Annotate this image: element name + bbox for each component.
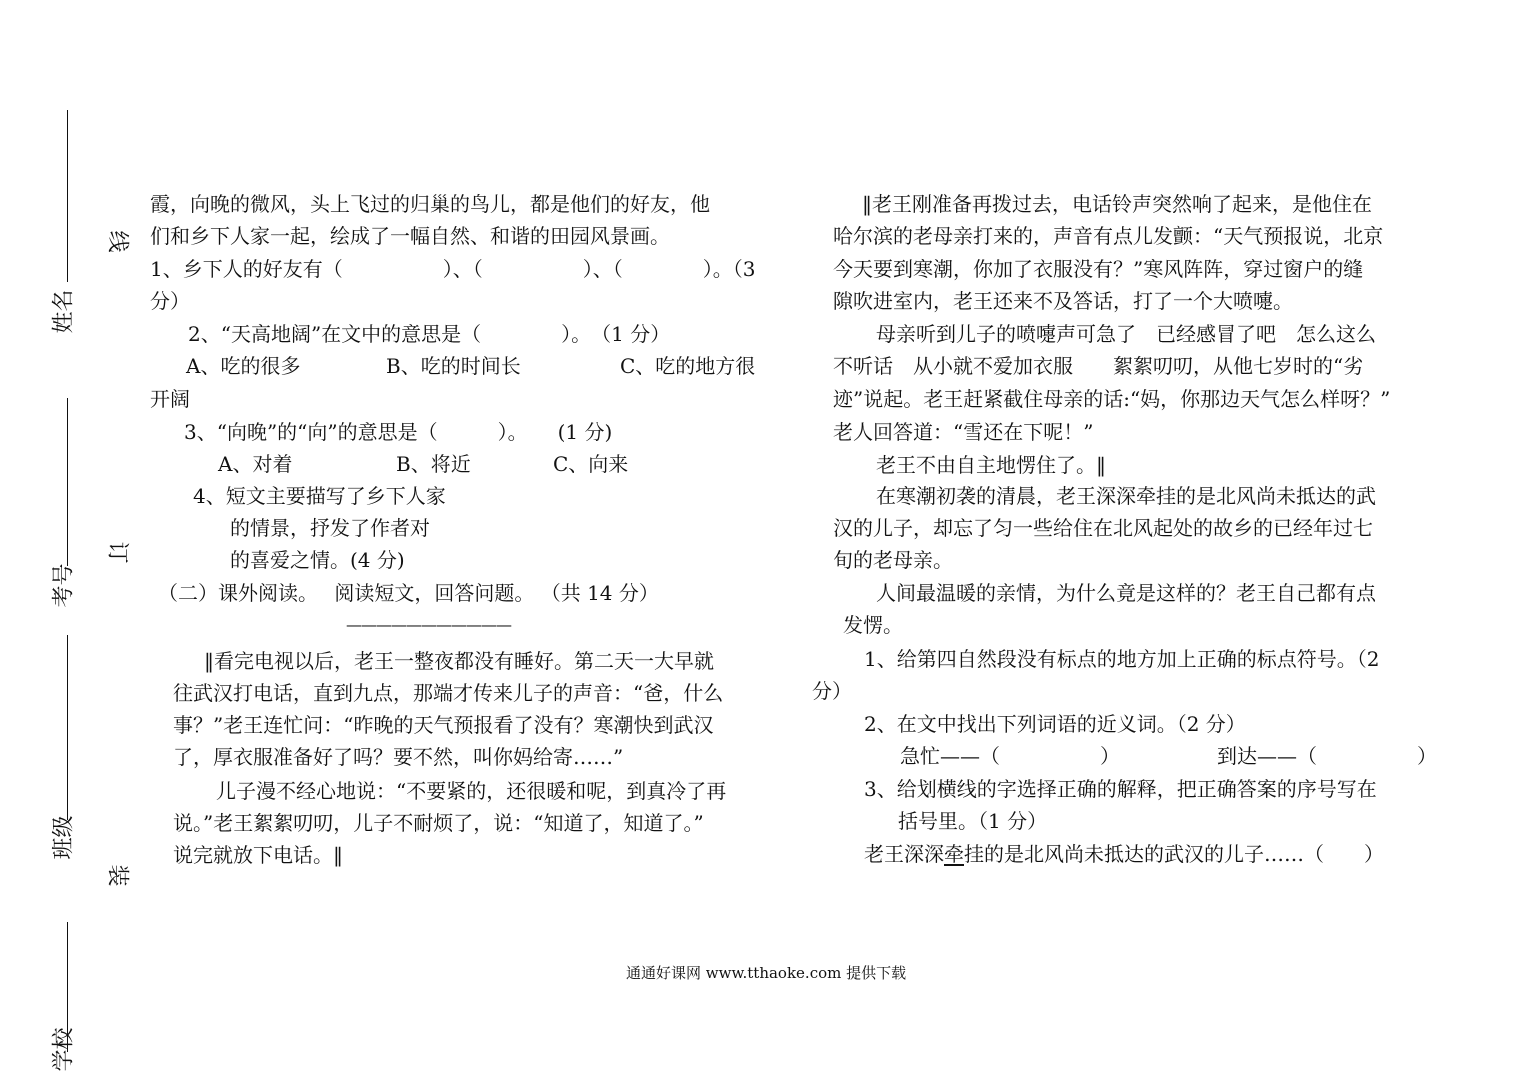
r-passage-line-8: 老人回答道：“雪还在下呢！”: [833, 420, 1094, 444]
passage-line-2: 往武汉打电话，直到九点，那端才传来儿子的声音：“爸，什么: [173, 681, 724, 705]
q2-option-c-cont: 开阔: [150, 387, 190, 411]
school-label: 学校: [51, 1027, 77, 1072]
q1-line-1: 1、乡下人的好友有（ ）、（ ）、（ ）。（3: [150, 257, 756, 281]
r-passage-line-4: 隙吹进室内，老王还来不及答话，打了一个大喷嚏。: [833, 289, 1293, 313]
r-passage-line-2: 哈尔滨的老母亲打来的，声音有点儿发颤：“天气预报说，北京: [833, 224, 1384, 248]
section-2-title: （二）课外阅读。 阅读短文，回答问题。 （共 14 分）: [158, 581, 659, 605]
r-q2-item-b: 到达——（ ）: [1217, 744, 1437, 768]
r-passage-line-13: 人间最温暖的亲情，为什么竟是这样的？老王自己都有点: [876, 581, 1376, 605]
class-label: 班级: [51, 815, 77, 860]
q4-line-1: 4、短文主要描写了乡下人家: [193, 484, 446, 508]
footer-credit: 通通好课网 www.tthaoke.com 提供下载: [626, 964, 907, 982]
seal-mark-zhuang: 装: [104, 864, 130, 887]
q3-option-b: B、将近: [396, 452, 471, 476]
q3-option-a: A、对着: [218, 452, 293, 476]
passage-line-3: 事？”老王连忙问：“昨晚的天气预报看了没有？寒潮快到武汉: [173, 713, 714, 737]
q1-line-2: 分）: [150, 289, 190, 313]
r-q1-line-2: 分）: [812, 679, 852, 703]
r-q3-sentence: [864, 838, 1384, 870]
binding-line-top: [67, 110, 68, 282]
passage-line-5: 儿子漫不经心地说：“不要紧的，还很暖和呢，到真冷了再: [216, 779, 727, 803]
q2-option-b: B、吃的时间长: [386, 354, 521, 378]
q2-option-a: A、吃的很多: [186, 354, 301, 378]
r-q3-underlined-char: 牵: [944, 842, 964, 866]
section-2-dashes: ———————————: [346, 615, 511, 634]
r-q3-sentence-post: 挂的是北风尚未抵达的武汉的儿子……（ ）: [964, 842, 1384, 866]
r-passage-line-9: 老王不由自主地愣住了。‖: [876, 453, 1106, 477]
passage-line-6: 说。”老王絮絮叨叨，儿子不耐烦了，说：“知道了，知道了。”: [173, 811, 704, 835]
r-passage-line-12: 旬的老母亲。: [833, 548, 953, 572]
q2-stem: 2、“天高地阔”在文中的意思是（ ）。 （1 分）: [188, 322, 671, 346]
seal-mark-ding: 订: [104, 541, 130, 564]
r-q3-stem-2: 括号里。（1 分）: [898, 809, 1048, 833]
r-q3-stem-1: 3、给划横线的字选择正确的解释，把正确答案的序号写在: [864, 777, 1377, 801]
passage-line-4: 了，厚衣服准备好了吗？要不然，叫你妈给寄……”: [173, 745, 624, 769]
r-q2-stem: 2、在文中找出下列词语的近义词。（2 分）: [864, 712, 1246, 736]
r-passage-line-3: 今天要到寒潮，你加了衣服没有？”寒风阵阵，穿过窗户的缝: [833, 257, 1364, 281]
name-label: 姓名: [51, 289, 77, 334]
r-passage-line-6: 不听话 从小就不爱加衣服 絮絮叨叨，从他七岁时的“劣: [833, 354, 1364, 378]
passage-end-line-1: 霞，向晚的微风，头上飞过的归巢的鸟儿，都是他们的好友，他: [150, 192, 710, 216]
q3-option-c: C、向来: [553, 452, 629, 476]
r-passage-line-11: 汉的儿子，却忘了匀一些给住在北风起处的故乡的已经年过七: [833, 516, 1373, 540]
r-q3-sentence-pre: 老王深深: [864, 842, 944, 866]
q2-option-c: C、吃的地方很: [620, 354, 756, 378]
passage-end-line-2: 们和乡下人家一起，绘成了一幅自然、和谐的田园风景画。: [150, 224, 670, 248]
q4-line-2: 的情景，抒发了作者对: [230, 516, 430, 540]
binding-line-3: [67, 635, 68, 820]
q3-stem: 3、“向晚”的“向”的意思是（ ）。 (1 分): [184, 420, 613, 444]
passage-line-7: 说完就放下电话。‖: [173, 843, 343, 867]
r-passage-line-7: 迹”说起。老王赶紧截住母亲的话:“妈，你那边天气怎么样呀？”: [833, 387, 1391, 411]
q4-line-3: 的喜爱之情。(4 分): [230, 548, 405, 572]
r-passage-line-5: 母亲听到儿子的喷嚏声可急了 已经感冒了吧 怎么这么: [876, 322, 1376, 346]
r-passage-line-14: 发愣。: [843, 613, 903, 637]
exam-no-label: 考号: [51, 563, 77, 608]
seal-mark-line: 线: [104, 230, 130, 253]
binding-line-2: [67, 398, 68, 566]
r-passage-line-10: 在寒潮初袭的清晨，老王深深牵挂的是北风尚未抵达的武: [876, 484, 1376, 508]
r-passage-line-1: ‖老王刚准备再拨过去，电话铃声突然响了起来，是他住在: [862, 192, 1372, 216]
r-q1-line-1: 1、给第四自然段没有标点的地方加上正确的标点符号。（2: [864, 647, 1380, 671]
passage-line-1: ‖看完电视以后，老王一整夜都没有睡好。第二天一大早就: [204, 649, 714, 673]
r-q2-item-a: 急忙——（ ）: [900, 744, 1120, 768]
